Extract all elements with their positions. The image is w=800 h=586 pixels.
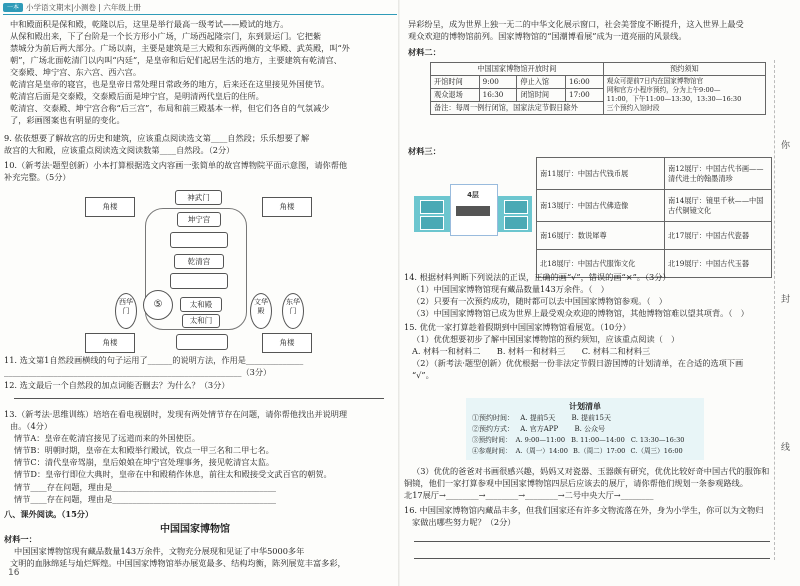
floor-label: 4层 [467,191,479,199]
shenwumen-box: 神武门 [175,190,222,205]
plan-option[interactable]: C.（周三）16:00 [630,447,683,455]
question-14: （3）中国国家博物馆已成为世界上最受观众欢迎的博物馆，其他博物馆难以望其项背。（ ） [412,308,749,318]
circle-five: ⑤ [143,290,173,320]
section-8: 八、课外阅读。（15分） [4,509,94,519]
question-13: 情节A：皇帝在乾清宫接见了远道而来的外国使臣。 [14,433,201,443]
question-13: 13.（新考法·思维训练）培培在看电视剧时，发现有两处情节存在问题，请你帮他找出并说明理 [4,409,348,419]
plan-title: 计划清单 [569,401,601,411]
plan-option[interactable]: A. 9:00—11:00 [515,436,566,444]
plan-label: ①预约时间： [472,414,514,422]
map-room [504,200,528,214]
para1-line: 中和殿面积是保和殿，乾隆以后，这里是举行最高一级考试——殿试的地方。 [10,19,289,29]
para1-line: 乾清宫、交泰殿、坤宁宫合称“后三宫”，布局和前三殿基本一样，但它们各自的气氛减少 [10,103,330,113]
corner-tower-nw: 角楼 [85,197,135,217]
plan-option[interactable]: A. 官方APP [520,425,559,433]
table-cell: 16:30 [479,89,517,102]
material-1-line: 中国国家博物馆现有藏品数量143万余件，文物充分展现和见证了中华5000多年 [14,546,305,556]
side-char: 线 [781,443,791,453]
question-9: 故宫的大和殿，应该重点阅读选文阅读数第____自然段。（2分） [4,145,235,155]
map-room [420,216,444,230]
hall-cell: 南16展厅：数说犀尊 [537,222,665,250]
plan-label: ④参观时间： [472,447,512,455]
question-15-3: 铜镜，他们一家打算参观中国国家博物馆四层后应该去的展厅，请你帮他们规划一条参观路线。 [404,478,748,488]
material-3-label: 材料三： [408,146,441,156]
route-answer[interactable]: 北17展厅→________→________→________→二号中央大厅→________ [404,490,654,500]
blank-box-2 [170,273,228,289]
question-11: 11. 选文第1自然段画横线的句子运用了______的说明方法，作用是______________ [4,355,304,365]
answer-line[interactable] [14,398,384,399]
cut-line [774,60,775,560]
table-cell: 9:00 [479,76,517,89]
plan-option[interactable]: C. 13:30—16:30 [630,436,685,444]
question-10: 10.（新考法·题型创新）小本打算根据选文内容画一张简单的故宫博物院平面示意图，请你帮他 [4,160,348,170]
material-2-label: 材料二： [408,47,441,57]
question-16: 16. 中国国家博物馆内藏品丰多，但我们国家还有许多文物流落在外，身为小学生，你可以为文物归 [404,505,764,515]
question-15: （2）（新考法·题型创新）优优根据一份非法定节假日游国博的计划清单，在合适的选项下画 [412,358,744,368]
table-cell: 观众退场 [431,89,480,102]
material-1-line: 文明的血脉绵延与灿烂辉煌。中国国家博物馆举办展览最多、结构均衡，陈列展览丰富多彩， [10,558,346,568]
table-cell: 闭馆时间 [517,89,566,102]
plan-label: ②预约方式： [472,425,514,433]
side-char: 封 [781,295,791,305]
question-13-answer[interactable]: 情节____存在问题，理由是________________________________________ [14,482,277,492]
plan-option[interactable]: B.（周二）17:00 [573,447,626,455]
table-remark: 备注：每周一例行闭馆，国家法定节假日除外 [431,102,604,115]
article-title: 中国国家博物馆 [160,524,230,535]
header-badge: 一本 [3,3,23,12]
para1-line: 朝”，广场北面乾清门以内叫“内廷”，是皇帝和后妃们起居生活的地方，主要建筑有乾清宫、 [10,55,342,65]
question-14: （1）中国国家博物馆现有藏品数量143万余件。（ ） [412,284,609,294]
question-11: __________________________________________________________（3分） [4,367,272,377]
question-13-answer[interactable]: 情节____存在问题，理由是________________________________________ [14,494,277,504]
page-number: 16 [8,568,20,578]
intro-line: 观众欢迎的博物馆前列。国家博物馆的“国潮博看展”成为一道亮丽的风景线。 [408,31,687,41]
map-room [504,216,528,230]
notice-line: 观众可提前7日内在国家博物馆官 [606,77,704,85]
answer-line[interactable] [414,558,770,559]
table-cell: 16:00 [566,76,604,89]
corner-tower-sw: 角楼 [85,333,135,353]
header-title: 小学语文期末|小测卷 | 六年级上册 [26,3,141,12]
plan-row-4 [472,446,683,457]
question-15: 15. 优优一家打算趁着假期到中国国家博物馆看展览。（10分） [404,322,631,332]
hall-cell: 北19展厅：中国古代玉器 [665,250,772,278]
corner-tower-se: 角楼 [262,333,312,353]
para1-line: 禁城分为前后两大部分。广场以南，主要是建筑是三大殿和东西两侧的文华殿、武英殿，叫“外 [10,43,350,53]
answer-line[interactable] [414,541,770,542]
notice-cell [603,76,765,115]
table-cell: 停止入馆 [517,76,566,89]
para1-line: 了，彩画图案也有明显的变化。 [10,115,125,125]
notice-line: 网和官方小程序预约，分为上午9:00— [606,86,721,94]
notice-line: 11:00，下午11:00—13:30，13:30—16:30 [606,95,742,103]
question-16: 家做出哪些努力呢？（2分） [412,517,516,527]
question-15-3: （3）优优的爸爸对书画很感兴趣，妈妈又对瓷器、玉器颇有研究，优优比较好奇中国古代的服饰和 [412,466,770,476]
corner-tower-ne: 角楼 [262,197,312,217]
qianqinggong-box: 乾清宫 [174,254,224,269]
donghuamen-oval: 东华门 [282,293,304,329]
notice-line: 三个预约入馆时段 [606,104,660,112]
question-14: 14. 根据材料判断下列说法的正误，正确的画“√”，错误的画“×”。（3分） [404,272,671,282]
hall-cell: 南12展厅：中国古代书画——清代进士的翰墨清珍 [665,158,772,190]
blank-box-3 [176,334,228,350]
question-15-options[interactable]: A. 材料一和材料二 B. 材料一和材料三 C. 材料二和材料三 [412,346,651,356]
hall-cell: 南13展厅：中国古代佛造像 [537,190,665,222]
map-hall [456,206,490,216]
intro-line: 异彩纷呈，成为世界上独一无二的中华文化展示窗口，社会美誉度不断提升，这入世界上最受 [408,19,744,29]
para1-line: 乾清宫后面是交泰殿，交泰殿后面是坤宁宫，是明清两代皇后的住所。 [10,91,264,101]
right-page [400,0,800,586]
plan-label: ③预约时间： [472,436,512,444]
question-9: 9. 依依想要了解故宫的历史和建筑，应该重点阅读选文第____自然段；乐乐想要了解 [4,133,310,143]
para1-line: 交泰殿、坤宁宫、东六宫、西六宫。 [10,67,142,77]
question-12: 12. 选文最后一个自然段的加点词能否删去？为什么？（3分） [4,380,230,390]
question-14: （2）只要有一次预约成功，随时都可以去中国国家博物馆参观。（ ） [412,296,667,306]
hall-cell: 北17展厅：中国古代瓷器 [665,222,772,250]
opening-hours-table [430,62,766,115]
plan-option[interactable]: B. 公众号 [574,425,606,433]
table-head: 预约须知 [603,63,765,76]
taihemen-box: 太和门 [182,314,220,328]
plan-option[interactable]: B. 11:00—14:00 [571,436,625,444]
xihuamen-oval: 西华门 [115,293,137,329]
question-13: 由。（4分） [10,421,53,431]
plan-row-2 [472,424,605,435]
side-char: 你 [781,141,791,151]
hall-cell: 南14展厅：镜里千秋——中国古代铜镜文化 [665,190,772,222]
map-room [420,200,444,214]
floor-map [414,191,532,232]
question-13: 情节C：清代皇帝驾崩，皇后娘娘在坤宁宫处理事务，接见乾清宫太监。 [14,457,275,467]
table-cell: 开馆时间 [431,76,480,89]
plan-row-3 [472,435,685,446]
kunninggong-box: 坤宁宫 [177,212,221,227]
hall-cell: 北18展厅：中国古代服饰文化 [537,250,665,278]
plan-row-1 [472,413,611,424]
material-1-label: 材料一： [4,534,37,544]
para1-line: 乾清宫是皇帝的寝宫，也是皇帝日常处理日常政务的地方，后来还在这里接见外国使节。 [10,79,330,89]
blank-box-1 [170,232,228,248]
hall-cell: 南11展厅：中国古代钱币展 [537,158,665,190]
table-head: 中国国家博物馆开放时间 [431,63,604,76]
para1-line: 从保和殿出来，下了台阶是一个长方形小广场，广场西起隆宗门，东到景运门。它把紫 [10,31,322,41]
question-13: 情节B：明朝时期，皇帝在太和殿举行殿试，钦点一甲三名和二甲七名。 [14,445,274,455]
wenhuadian-oval: 文华殿 [250,293,272,329]
table-cell: 17:00 [566,89,604,102]
plan-list [466,398,704,460]
question-13: 情节D：皇帝行即位大典时，皇帝在中和殿稍作休息，前往太和殿接受文武百官的朝贺。 [14,469,332,479]
question-15: （1）优优想要初步了解中国国家博物馆的预约须知，应该重点阅读（ ） [412,334,680,344]
plan-option[interactable]: A.（周一）14:00 [515,447,568,455]
question-10: 补充完整。（5分） [4,172,71,182]
plan-option[interactable]: B. 提前15天 [571,414,611,422]
taihedian-box: 太和殿 [180,297,222,312]
question-15: “√”。 [412,370,434,380]
plan-option[interactable]: A. 提前5天 [520,414,556,422]
halls-table [536,157,772,278]
